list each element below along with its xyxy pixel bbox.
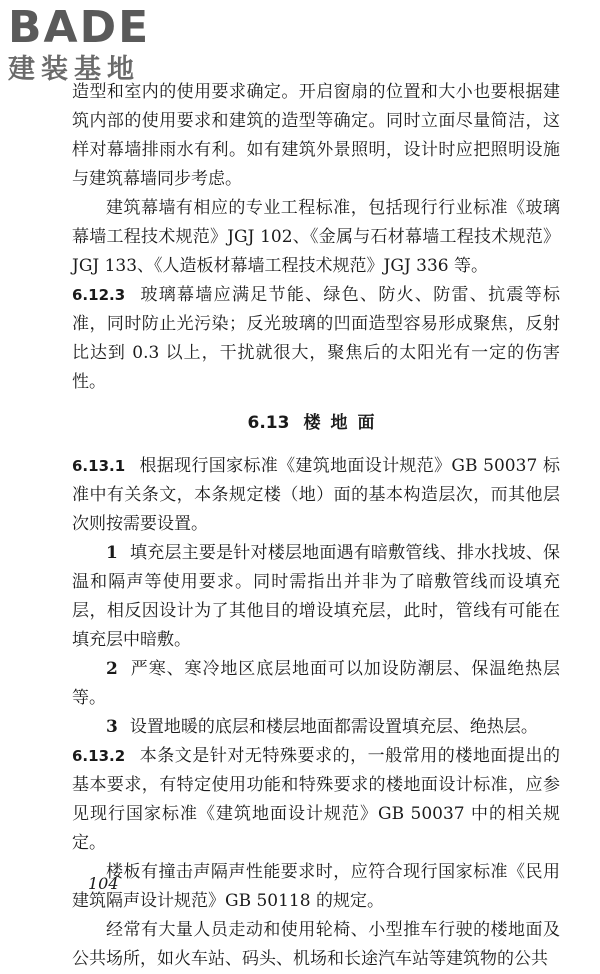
clause-number: 6.12.3 (72, 286, 126, 304)
section-title: 楼地面 (303, 413, 385, 433)
list-item (72, 713, 560, 742)
list-item (72, 655, 560, 713)
logo-subtitle: 建装基地 (8, 54, 140, 85)
clause-6-12-3 (72, 281, 560, 397)
section-number: 6.13 (247, 413, 290, 433)
paragraph-sound-insulation: 楼板有撞击声隔声性能要求时，应符合现行国家标准《民用建筑隔声设计规范》GB 50118 的规定。 (72, 862, 560, 911)
item-number: 3 (106, 717, 118, 737)
item-text: 严寒、寒冷地区底层地面可以加设防潮层、保温绝热层等。 (72, 659, 560, 708)
clause-text: 根据现行国家标准《建筑地面设计规范》GB 50037 标准中有关条文，本条规定楼（地）面的基本构造层次，而其他层次则按需要设置。 (72, 456, 560, 534)
item-text: 填充层主要是针对楼层地面遇有暗敷管线、排水找坡、保温和隔声等使用要求。同时需指出并非为了暗敷管线而设填充层，相反因设计为了其他目的增设填充层，此时，管线有可能在填充层中暗敷。 (72, 543, 560, 650)
clause-text: 玻璃幕墙应满足节能、绿色、防火、防雷、抗震等标准，同时防止光污染；反光玻璃的凹面造型容易形成聚焦，反射比达到 0.3 以上，干扰就很大，聚焦后的太阳光有一定的伤害性。 (72, 285, 560, 392)
clause-text: 本条文是针对无特殊要求的，一般常用的楼地面提出的基本要求，有特定使用功能和特殊要求的楼地面设计标准，应参见现行国家标准《建筑地面设计规范》GB 50037 中的相关规定。 (72, 746, 560, 853)
item-text: 设置地暖的底层和楼层地面都需设置填充层、绝热层。 (129, 717, 538, 737)
item-number: 2 (106, 659, 118, 679)
paragraph-standards: 建筑幕墙有相应的专业工程标准，包括现行行业标准《玻璃幕墙工程技术规范》JGJ 102、《金属与石材幕墙工程技术规范》JGJ 133、《人造板材幕墙工程技术规范》JGJ 336 等。 (72, 198, 560, 276)
logo-brand: BADE (8, 2, 151, 53)
clause-number: 6.13.2 (72, 747, 126, 765)
list-item (72, 539, 560, 655)
page-number: 104 (88, 874, 119, 893)
section-heading (72, 409, 560, 438)
page-body (72, 78, 560, 974)
clause-number: 6.13.1 (72, 457, 126, 475)
paragraph-continued: 造型和室内的使用要求确定。开启窗扇的位置和大小也要根据建筑内部的使用要求和建筑的造型等确定。同时立面尽量简洁，这样对幕墙排雨水有利。如有建筑外景照明，设计时应把照明设施与建筑幕墙同步考虑。 (72, 82, 560, 189)
item-number: 1 (106, 543, 118, 563)
clause-6-13-2 (72, 742, 560, 858)
clause-6-13-1 (72, 452, 560, 539)
paragraph-public-areas: 经常有大量人员走动和使用轮椅、小型推车行驶的楼地面及公共场所，如火车站、码头、机场和长途汽车站等建筑物的公共 (72, 920, 560, 969)
